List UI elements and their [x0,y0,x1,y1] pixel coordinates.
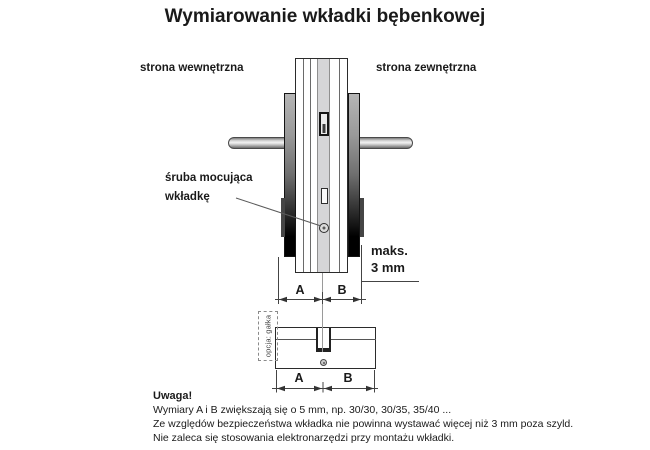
keyway-slot [319,112,329,136]
knob-option-box [258,311,278,361]
cylinder-midline-right [331,339,376,340]
upper-dimension-arrows [279,297,361,302]
door-layer-line [339,59,340,272]
dim-b-label-lower: B [343,371,353,385]
bolt-block-inner [281,198,285,237]
dim-a-label-lower: A [294,371,304,385]
max-protrusion-line2: 3 mm [371,260,405,275]
inner-side-label: strona wewnętrzna [140,62,244,74]
door-cross-section [295,58,348,273]
door-layer-line [310,59,311,272]
spindle-rod-left [228,137,286,149]
fixing-screw-label-line2: wkładkę [165,191,210,203]
screw-dot [323,227,326,230]
max-protrusion-label [371,242,408,276]
fixing-screw-label [165,169,253,207]
cam-notch [316,328,331,352]
notes-block [153,389,573,445]
cylinder-strip [317,59,330,272]
notes-line3: Nie zaleca się stosowania elektronarzędzi przy montażu wkładki. [153,432,455,444]
escutcheon-plate-outer [348,93,360,257]
fixing-screw-label-line1: śruba mocująca [165,172,253,184]
fixing-screw-side-view [320,359,327,366]
max-protrusion-line1: maks. [371,243,408,258]
escutcheon-plate-inner [284,93,296,257]
notes-line1: Wymiary A i B zwiększają się o 5 mm, np. 30/30, 30/35, 35/40 ... [153,404,452,416]
page-title: Wymiarowanie wkładki bębenkowej [164,6,486,27]
spindle-rod-right [358,137,413,149]
door-layer-line [303,59,304,272]
outer-side-label: strona zewnętrzna [376,62,477,74]
cylinder-midline-left [276,339,317,340]
knob-option-label: opcja: gałka [263,314,273,358]
notes-line2: Ze względów bezpieczeństwa wkładka nie powinna wystawać więcej niż 3 mm poza szyld. [153,418,574,430]
dim-a-label-upper: A [295,283,305,297]
dim-b-label-upper: B [337,283,347,297]
notes-heading: Uwaga! [153,390,193,402]
fixing-screw [319,223,329,233]
pin-slot [321,188,328,204]
screw-dot [323,362,325,364]
bolt-block-outer [360,198,364,237]
keyway-bar [323,124,326,133]
